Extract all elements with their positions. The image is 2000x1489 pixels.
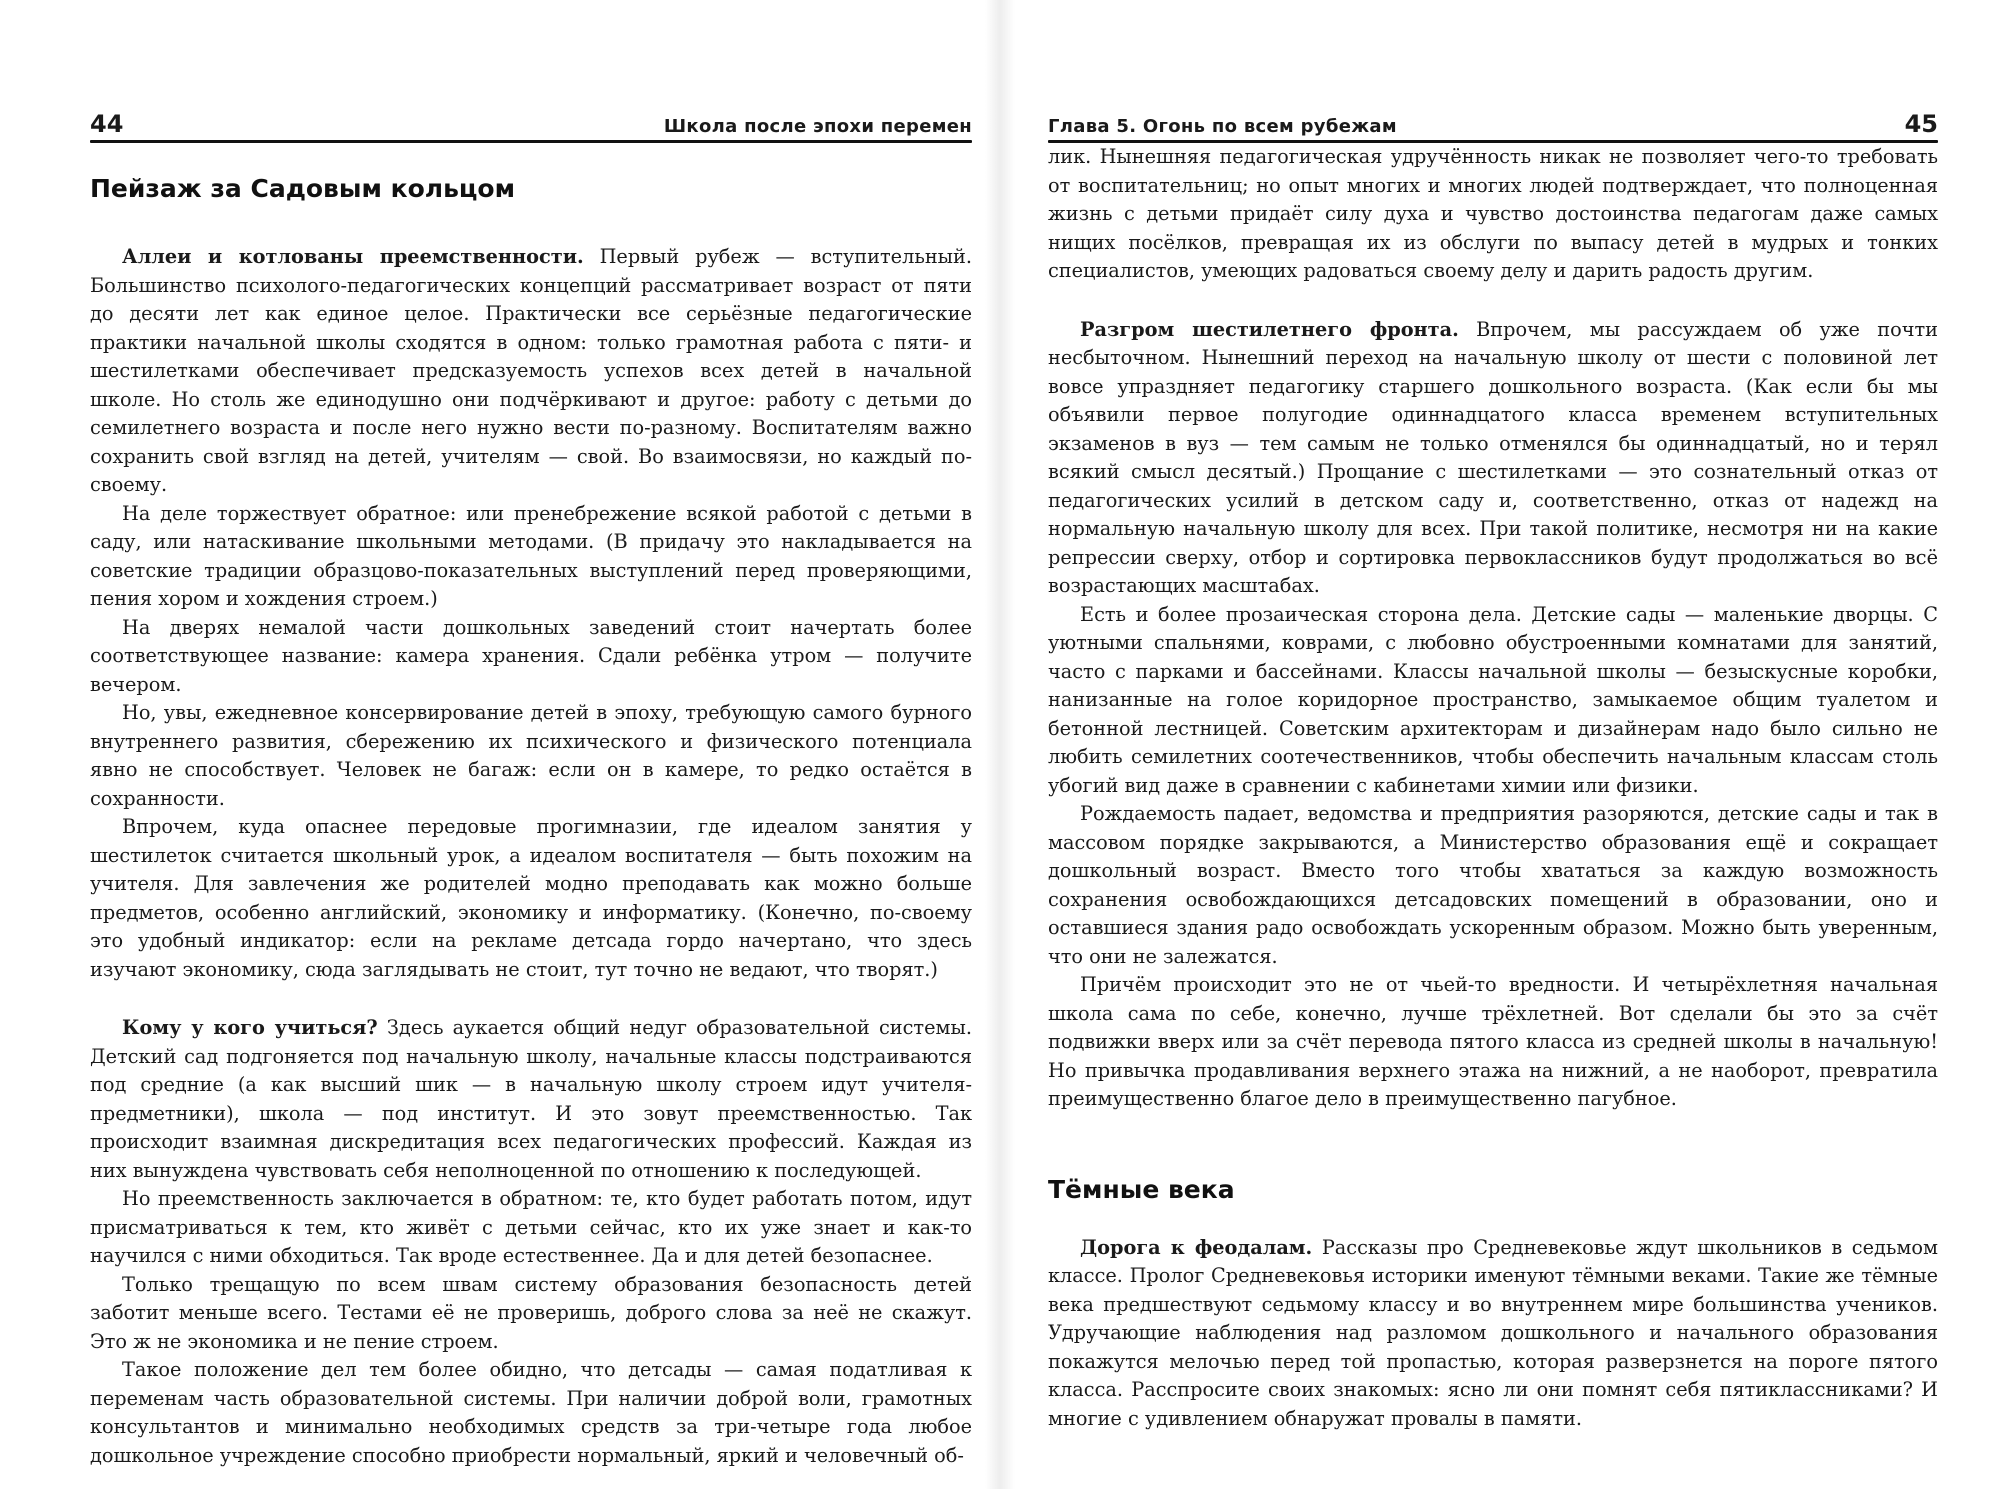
paragraph [1048, 316, 1938, 601]
run-in-heading: Разгром шестилетнего фронта. [1080, 317, 1459, 341]
paragraph-text: Причём происходит это не от чьей-то вредности. И четырёхлетняя начальная школа сама по себе, конечно, лучше трёхлетней. Вот сделали бы это за счёт подвижки вверх или за счёт перевода пятого класса из средней школы в начальную! Но привычка продавливания верхнего этажа на нижний, а не наоборот, превратила преимущественно благое дело в преимущественно пагубное. [1048, 973, 1938, 1110]
paragraph-text: Только трещащую по всем швам систему образования безопасность детей заботит меньше всего. Тестами её не проверишь, доброго слова за неё не скажут. Это ж не экономика и не пение строем. [90, 1272, 972, 1353]
paragraph [90, 1185, 972, 1271]
paragraph-text: Рождаемость падает, ведомства и предприятия разоряются, детские сады и так в массовом порядке закрываются, а Министерство образования ещё и сокращает дошкольный возраст. Вместо того чтобы хвататься за каждую возможность сохранения освобождающихся детсадовских помещений в образовании, оно и оставшиеся здания радо освобождать ускоренным образом. Можно быть уверенным, что они не залежатся. [1048, 802, 1938, 968]
paragraph-text: Впрочем, мы рассуждаем об уже почти несбыточном. Нынешний переход на начальную школу от шести с половиной лет вовсе упраздняет педагогику старшего дошкольного возраста. (Как если бы мы объявили первое полугодие одиннадцатого класса временем вступительных экзаменов в вуз — тем самым не только отменялся бы одиннадцатый, но и терял всякий смысл десятый.) Прощание с шестилетками — это сознательный отказ от педагогических усилий в детском саду и, соответственно, отказ от надежд на нормальную начальную школу для всех. При такой политике, несмотря ни на какие репрессии сверху, отбор и сортировка первоклассников будут продолжаться во всё возрастающих масштабах. [1048, 317, 1938, 597]
paragraph [90, 500, 972, 614]
run-in-heading: Дорога к феодалам. [1080, 1235, 1313, 1259]
paragraph-text: Есть и более прозаическая сторона дела. Детские сады — маленькие дворцы. С уютными спальнями, коврами, с любовно обустроенными комнатами для занятий, часто с парками и бассейнами. Классы начальной школы — безыскусные коробки, нанизанные на голое коридорное пространство, замыкаемое общим туалетом и бетонной лестницей. Советским архитекторам и дизайнерам надо было сильно не любить семилетних соотечественников, чтобы обеспечить начальным классам столь убогий вид даже в сравнении с кабинетами химии или физики. [1048, 602, 1938, 797]
paragraph [1048, 800, 1938, 971]
paragraph-text: Но преемственность заключается в обратном: те, кто будет работать потом, идут присматриваться к тем, кто живёт с детьми сейчас, кто их уже знает и как-то научился с ними обходиться. Так вроде естественнее. Да и для детей безопаснее. [90, 1187, 972, 1267]
run-in-heading: Кому у кого учиться? [122, 1016, 378, 1039]
right-page-number: 45 [1904, 110, 1938, 138]
left-running-title: Школа после эпохи перемен [663, 116, 972, 137]
paragraph [90, 243, 972, 500]
paragraph-text: На деле торжествует обратное: или пренебрежение всякой работой с детьми в саду, или натаскивание школьными методами. (В придачу это накладывается на советские традиции образцово-показательных выступлений перед проверяющими, пения хором и хождения строем.) [90, 501, 972, 610]
left-page-content [90, 143, 972, 1470]
left-page-number: 44 [90, 110, 124, 138]
paragraph [90, 813, 972, 984]
paragraph [90, 1271, 972, 1357]
right-running-head [1048, 100, 1938, 136]
paragraph [90, 699, 972, 813]
right-page-content [1048, 143, 1938, 1433]
paragraph [1048, 143, 1938, 286]
paragraph-text: Но, увы, ежедневное консервирование детей в эпоху, требующую самого бурного внутреннего развития, сбережению их психического и физического потенциала явно не способствует. Человек не багаж: если он в камере, то редко остаётся в сохранности. [90, 701, 972, 810]
book-gutter-shadow [985, 0, 1015, 1489]
paragraph-text: Здесь аукается общий недуг образовательной системы. Детский сад подгоняется под начальную школу, начальные классы подстраиваются под средние (а как высший шик — в начальную школу строем идут учителя-предметники), школа — под институт. И это зовут преемственностью. Так происходит взаимная дискредитация всех педагогических профессий. Каждая из них вынуждена чувствовать себя неполноценной по отношению к последующей. [90, 1016, 972, 1182]
paragraph [90, 1356, 972, 1470]
paragraph-text: лик. Нынешняя педагогическая удручённость никак не позволяет чего-то требовать от воспитательниц; но опыт многих и многих людей подтверждает, что полноценная жизнь с детьми придаёт силу духа и чувство достоинства педагогам даже самых нищих посёлков, превращая их из обслуги по выпасу детей в мудрых и тонких специалистов, умеющих радоваться своему делу и дарить радость другим. [1048, 145, 1938, 282]
paragraph [90, 614, 972, 700]
paragraph-text: На дверях немалой части дошкольных заведений стоит начертать более соответствующее название: камера хранения. Сдали ребёнка утром — получите вечером. [90, 615, 972, 696]
right-running-title: Глава 5. Огонь по всем рубежам [1048, 116, 1397, 137]
paragraph [1048, 1234, 1938, 1434]
section-title: Пейзаж за Садовым кольцом [90, 174, 516, 203]
paragraph-text: Такое положение дел тем более обидно, что детсады — самая податливая к переменам часть образовательной системы. При наличии доброй воли, грамотных консультантов и минимально необходимых средств за три-четыре года любое дошкольное учреждение способно приобрести нормальный, яркий и человечный об- [90, 1358, 972, 1467]
paragraph [1048, 601, 1938, 801]
paragraph-text: Первый рубеж — вступительный. Большинство психолого-педагогических концепций рассматривает возраст от пяти до десяти лет как единое целое. Практически все серьёзные педагогические практики начальной школы сходятся в одном: только грамотная работа с пяти- и шестилетками обеспечивает предсказуемость успехов всех детей в начальной школе. Но столь же единодушно они подчёркивают и другое: работу с детьми до семилетнего возраста и после него нужно вести по-разному. Воспитателям важно сохранить свой взгляд на детей, учителям — свой. Во взаимосвязи, но каждый по-своему. [90, 245, 972, 496]
section-title: Тёмные века [1048, 1174, 1235, 1204]
paragraph [90, 1014, 972, 1185]
paragraph-text: Впрочем, куда опаснее передовые прогимназии, где идеалом занятия у шестилеток считается школьный урок, а идеалом воспитателя — быть похожим на учителя. Для завлечения же родителей модно преподавать как можно больше предметов, особенно английский, экономику и информатику. (Конечно, по-своему это удобный индикатор: если на рекламе детсада гордо начертано, что здесь изучают экономику, сюда заглядывать не стоит, тут точно не ведают, что творят.) [90, 815, 972, 981]
right-page [1000, 0, 2000, 1489]
run-in-heading: Аллеи и котлованы преемственности. [122, 245, 584, 268]
paragraph [1048, 971, 1938, 1114]
left-running-head [90, 100, 972, 136]
paragraph-text: Рассказы про Средневековье ждут школьников в седьмом классе. Пролог Средневековья историки именуют тёмными веками. Такие же тёмные века предшествуют седьмому классу и во внутреннем мире большинства учеников. Удручающие наблюдения над разломом дошкольного и начального образования покажутся мелочью перед той пропастью, которая разверзнется на пороге пятого класса. Расспросите своих знакомых: ясно ли они помнят себя пятиклассниками? И многие с удивлением обнаружат провалы в памяти. [1048, 1235, 1938, 1430]
